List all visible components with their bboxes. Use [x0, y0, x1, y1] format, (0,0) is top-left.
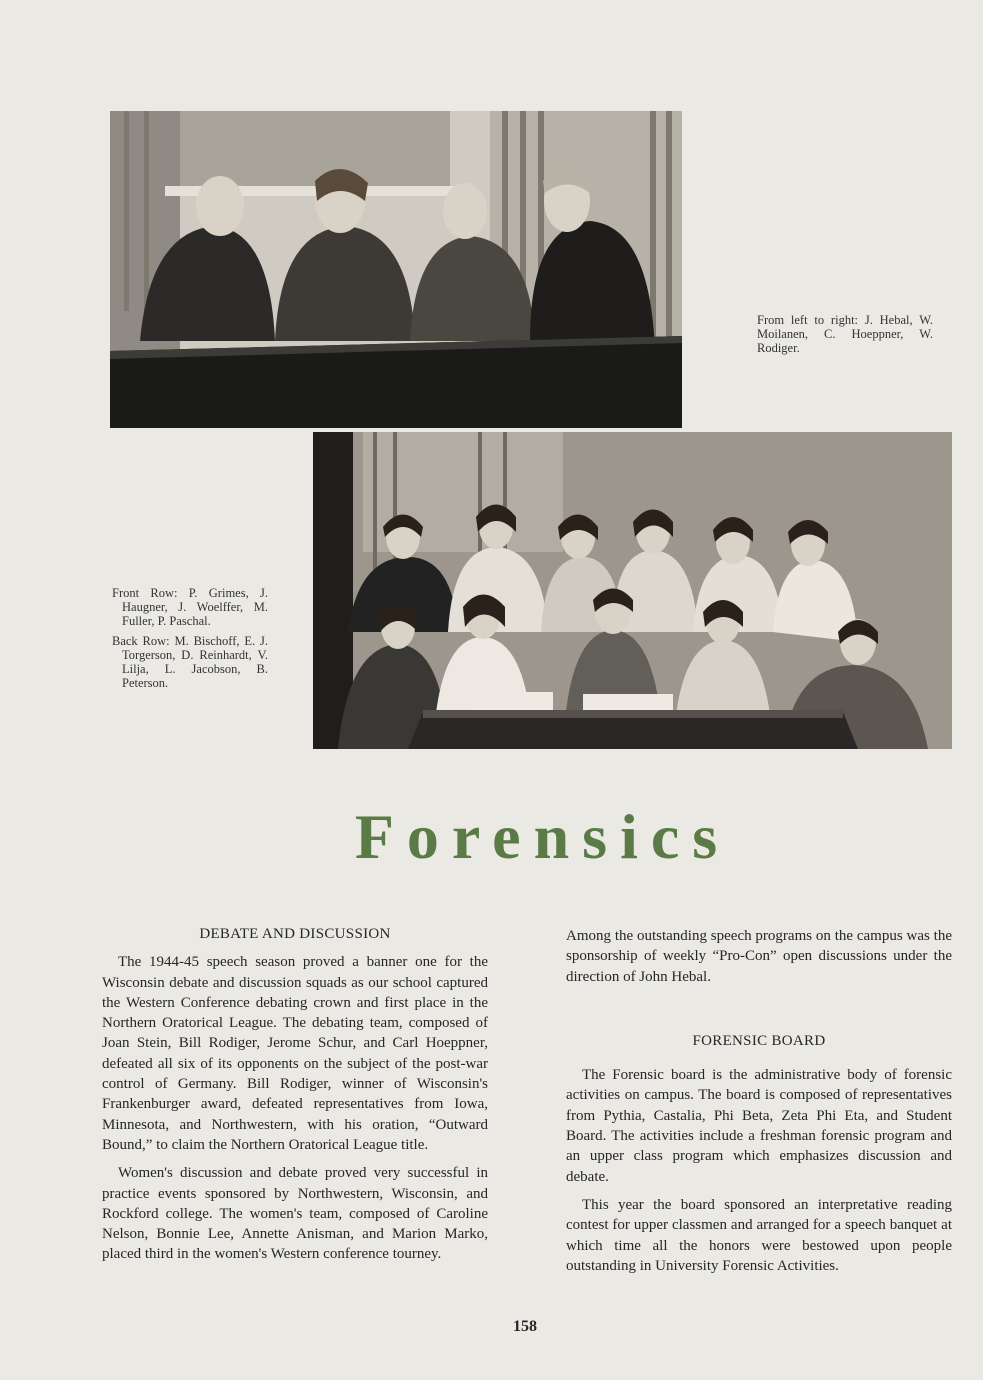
paragraph-board-1: The Forensic board is the administrative body of forensic activities on campus. The board is composed of representatives from Pythia, Castalia, Phi Beta, Zeta Phi Eta, and Student Board. The activities include a freshman forensic program and an upper class program which emphasizes discussion and debate.: [566, 1067, 952, 1185]
paragraph-debate-2: Women's discussion and debate proved very successful in practice events sponsored by Northwestern, Wisconsin, and Rockford college. The women's team, composed of Caroline Nelson, Bonnie Lee, Annette Anisman, and Marion Marko, placed third in the women's Western conference tourney.: [102, 1165, 488, 1263]
caption-back-row: Back Row: M. Bischoff, E. J. Torgerson, D. Reinhardt, V. Lilja, L. Jacobson, B. Peterson.: [112, 634, 268, 690]
right-column: [566, 926, 952, 1276]
left-column: [102, 924, 488, 1265]
section-heading-debate: DEBATE AND DISCUSSION: [199, 926, 391, 942]
photo-debate-team-image: [110, 111, 682, 428]
photo-womens-team-image: [313, 432, 952, 749]
caption-top-text: From left to right: J. Hebal, W. Moilanen, C. Hoeppner, W. Rodiger.: [757, 313, 933, 355]
paragraph-debate-1: The 1944-45 speech season proved a banner one for the Wisconsin debate and discussion squads as our school captured the Western Conference debating crown and first place in the Northern Oratorical League. The debating team, composed of Joan Stein, Bill Rodiger, Jerome Schur, and Carl Hoeppner, defeated all six of its opponents on the subject of the post-war control of Germany. Bill Rodiger, winner of Wisconsin's Frankenburger award, defeated representatives from Iowa, Minnesota, and Northwestern, with his oration, “Outward Bound,” to claim the Northern Oratorical League title.: [102, 954, 488, 1153]
section-heading-forensic-board: FORENSIC BOARD: [692, 1032, 826, 1049]
page-number: 158: [513, 1318, 537, 1335]
caption-top-photo: [757, 313, 933, 361]
page-title: Forensics: [354, 801, 731, 872]
paragraph-board-2: This year the board sponsored an interpretative reading contest for upper classmen and arranged for a speech banquet at which time all the honors were bestowed upon people outstanding in University Forensic Activities.: [566, 1196, 952, 1274]
photo-womens-team: [313, 432, 952, 749]
paragraph-pro-con: Among the outstanding speech programs on the campus was the sponsorship of weekly “Pro-Con” open discussions under the direction of John Hebal.: [566, 928, 952, 985]
caption-bottom-photo: [112, 586, 268, 696]
caption-front-row: Front Row: P. Grimes, J. Haugner, J. Woelffer, M. Fuller, P. Paschal.: [112, 586, 268, 628]
photo-debate-team: [110, 111, 682, 428]
